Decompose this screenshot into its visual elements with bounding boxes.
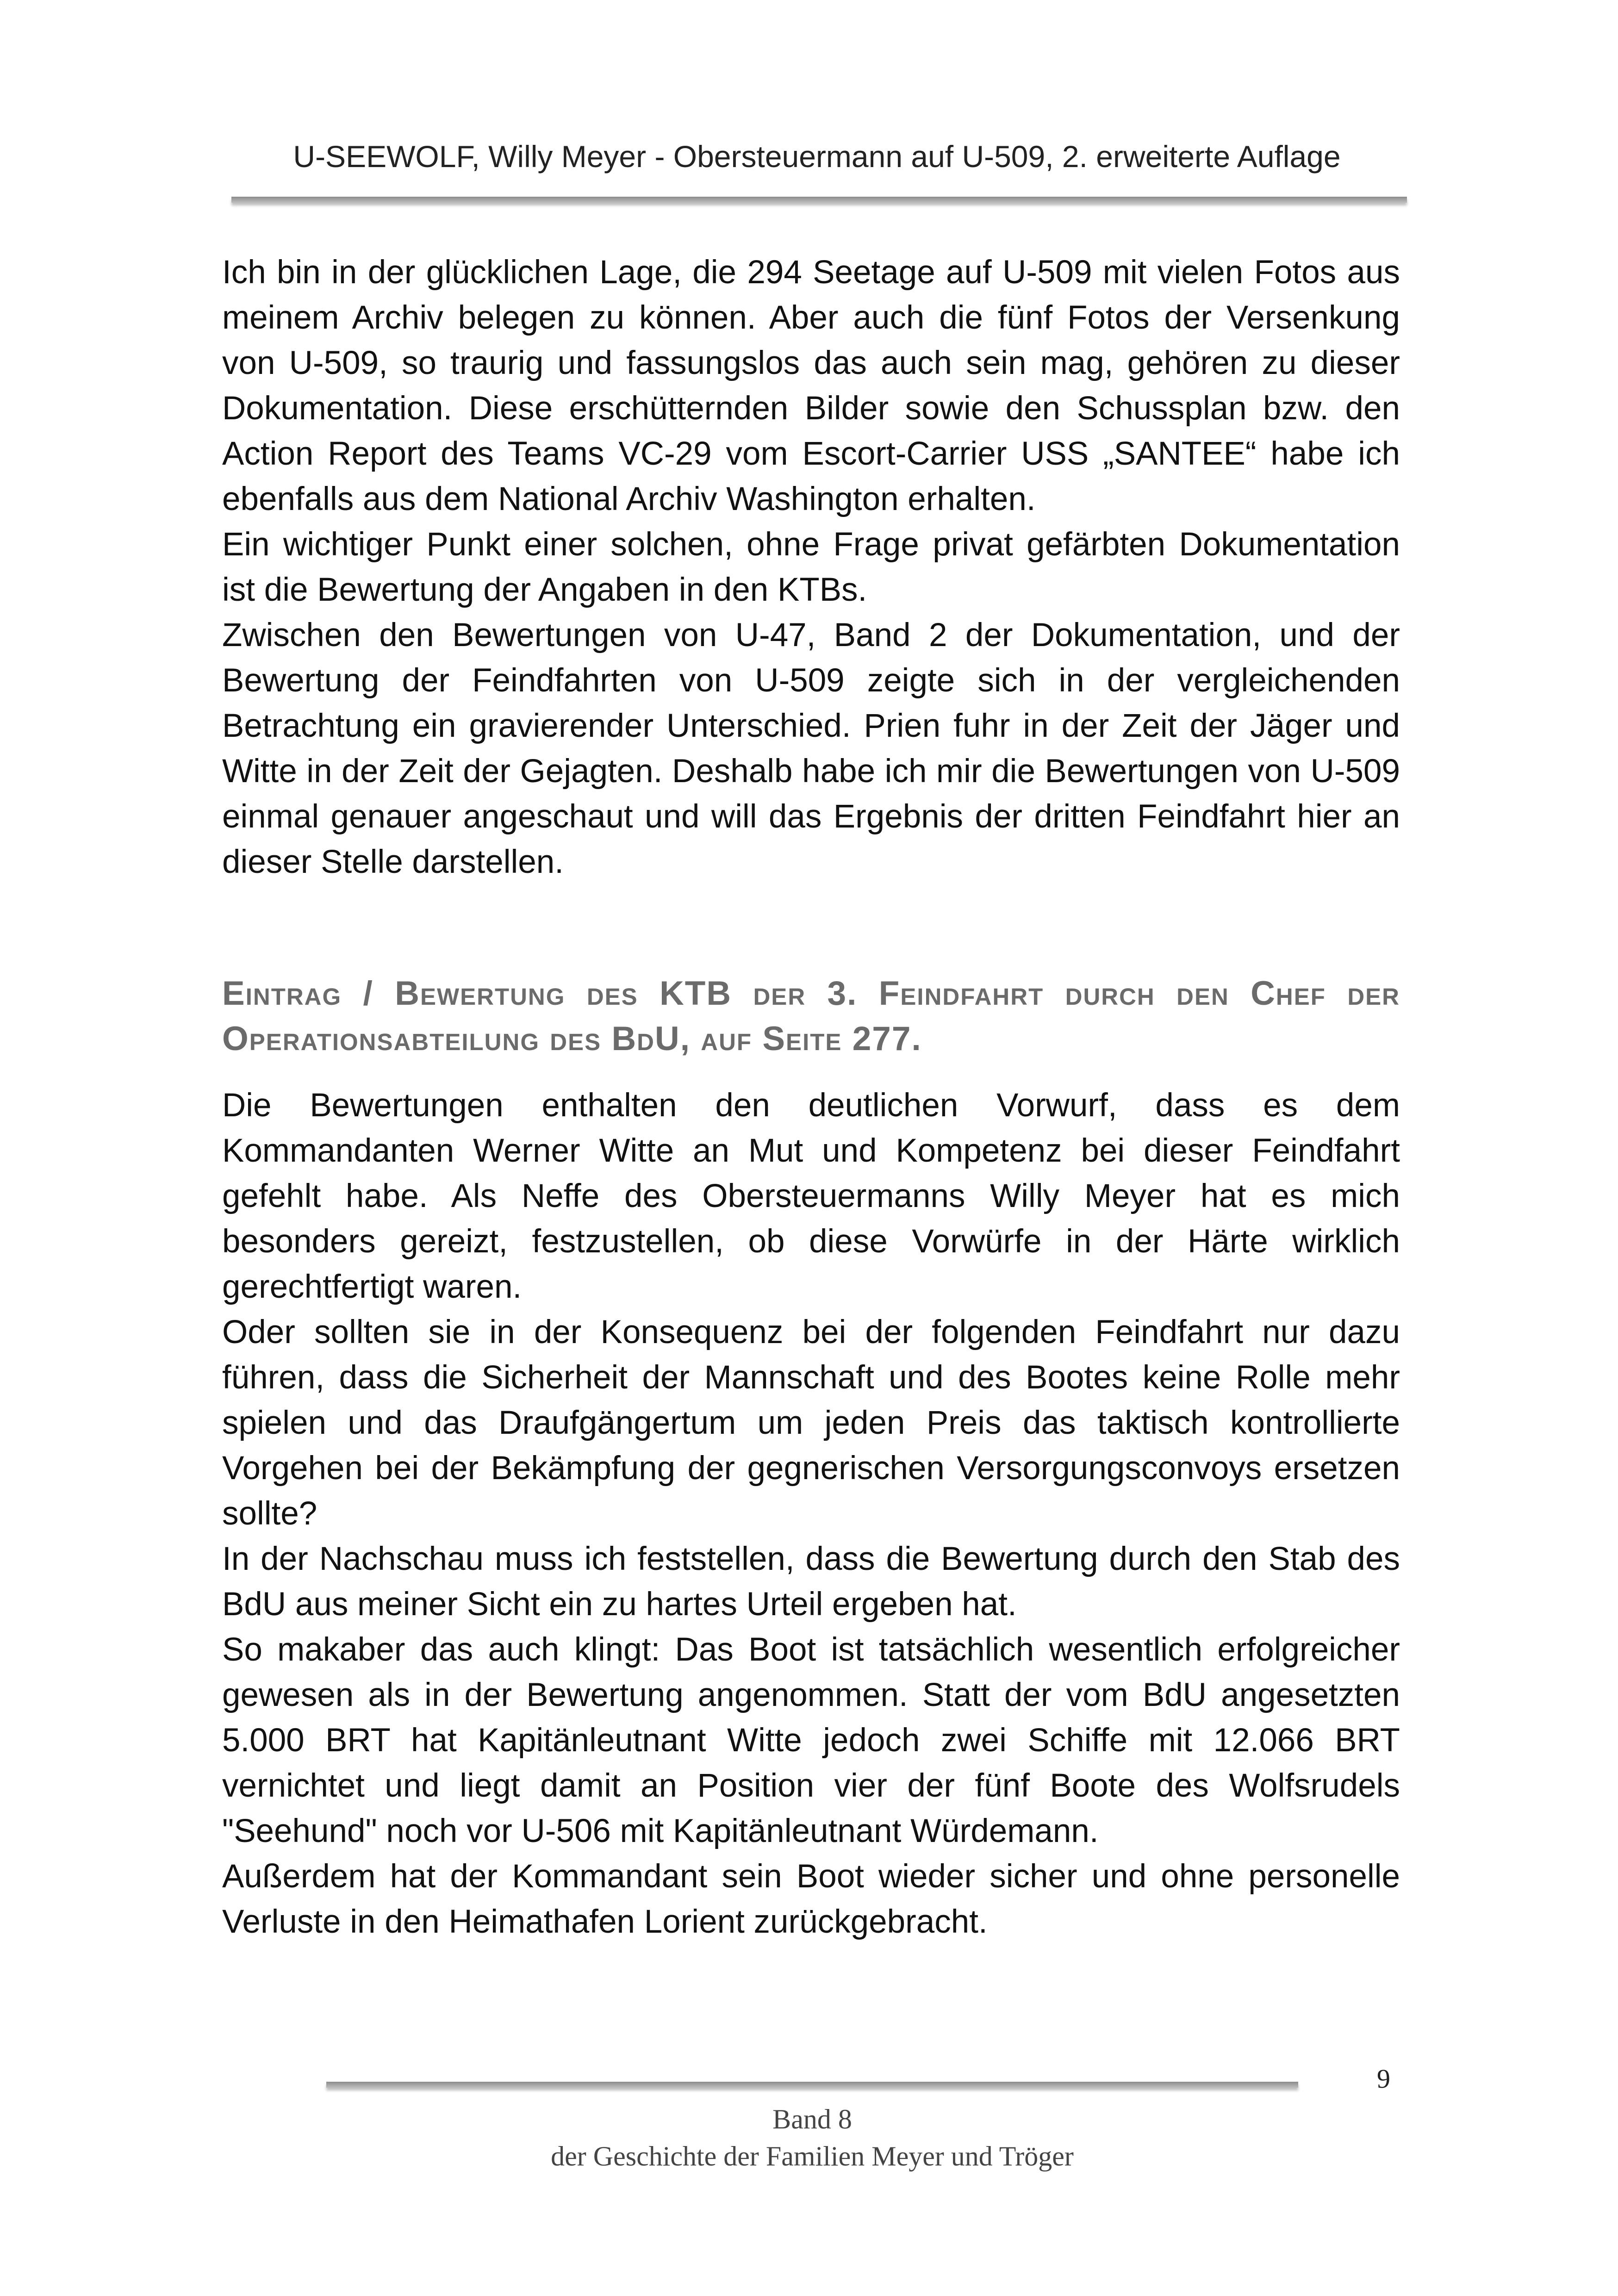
page-number: 9	[1377, 2064, 1390, 2094]
running-header: U-SEEWOLF, Willy Meyer - Obersteuermann auf U-509, 2. erweiterte Auflage	[293, 139, 1341, 174]
section-text-block	[222, 1083, 1400, 1945]
paragraph: Außerdem hat der Kommandant sein Boot wieder sicher und ohne personelle Verluste in den Heimathafen Lorient zurückgebracht.	[222, 1858, 1400, 1940]
paragraph: Die Bewertungen enthalten den deutlichen Vorwurf, dass es dem Kommandanten Werner Witte an Mut und Kompetenz bei dieser Feindfahrt gefehlt habe. Als Neffe des Obersteuermanns Willy Meyer hat es mich besonders gereizt, festzustellen, ob diese Vorwürfe in der Härte wirklich gerechtfertigt waren.	[222, 1087, 1400, 1305]
paragraph: Oder sollten sie in der Konsequenz bei der folgenden Feindfahrt nur dazu führen, dass die Sicherheit der Mannschaft und des Bootes keine Rolle mehr spielen und das Draufgängertum um jeden Preis das taktisch kontrollierte Vorgehen bei der Bekämpfung der gegnerischen Versorgungsconvoys ersetzen sollte?	[222, 1314, 1400, 1532]
section-heading: Eintrag / Bewertung des KTB der 3. Feindfahrt durch den Chef der Operationsabteilung des BdU, auf Seite 277.	[222, 975, 1400, 1058]
footer-series-title: der Geschichte der Familien Meyer und Tröger	[551, 2141, 1074, 2172]
paragraph: So makaber das auch klingt: Das Boot ist tatsächlich wesentlich erfolgreicher gewesen als in der Bewertung angenommen. Statt der vom BdU angesetzten 5.000 BRT hat Kapitänleutnant Witte jedoch zwei Schiffe mit 12.066 BRT vernichtet und liegt damit an Position vier der fünf Boote des Wolfsrudels "Seehund" noch vor U-506 mit Kapitänleutnant Würdemann.	[222, 1631, 1400, 1849]
paragraph: Ein wichtiger Punkt einer solchen, ohne Frage privat gefärbten Dokumentation ist die Bewertung der Angaben in den KTBs.	[222, 526, 1400, 608]
paragraph: Ich bin in der glücklichen Lage, die 294 Seetage auf U-509 mit vielen Fotos aus meinem Archiv belegen zu können. Aber auch die fünf Fotos der Versenkung von U-509, so traurig und fassungslos das auch sein mag, gehören zu dieser Dokumentation. Diese erschütternden Bilder sowie den Schussplan bzw. den Action Report des Teams VC-29 vom Escort-Carrier USS „SANTEE“ habe ich ebenfalls aus dem National Archiv Washington erhalten.	[222, 254, 1400, 517]
paragraph: Zwischen den Bewertungen von U-47, Band 2 der Dokumentation, und der Bewertung der Feindfahrten von U-509 zeigte sich in der vergleichenden Betrachtung ein gravierender Unterschied. Prien fuhr in der Zeit der Jäger und Witte in der Zeit der Gejagten. Deshalb habe ich mir die Bewertungen von U-509 einmal genauer angeschaut und will das Ergebnis der dritten Feindfahrt hier an dieser Stelle darstellen.	[222, 617, 1400, 880]
header-divider	[231, 197, 1407, 203]
paragraph: In der Nachschau muss ich feststellen, dass die Bewertung durch den Stab des BdU aus meiner Sicht ein zu hartes Urteil ergeben hat.	[222, 1541, 1400, 1623]
footer-volume: Band 8	[772, 2104, 852, 2134]
footer-divider	[326, 2082, 1298, 2088]
intro-text-block	[222, 250, 1400, 885]
